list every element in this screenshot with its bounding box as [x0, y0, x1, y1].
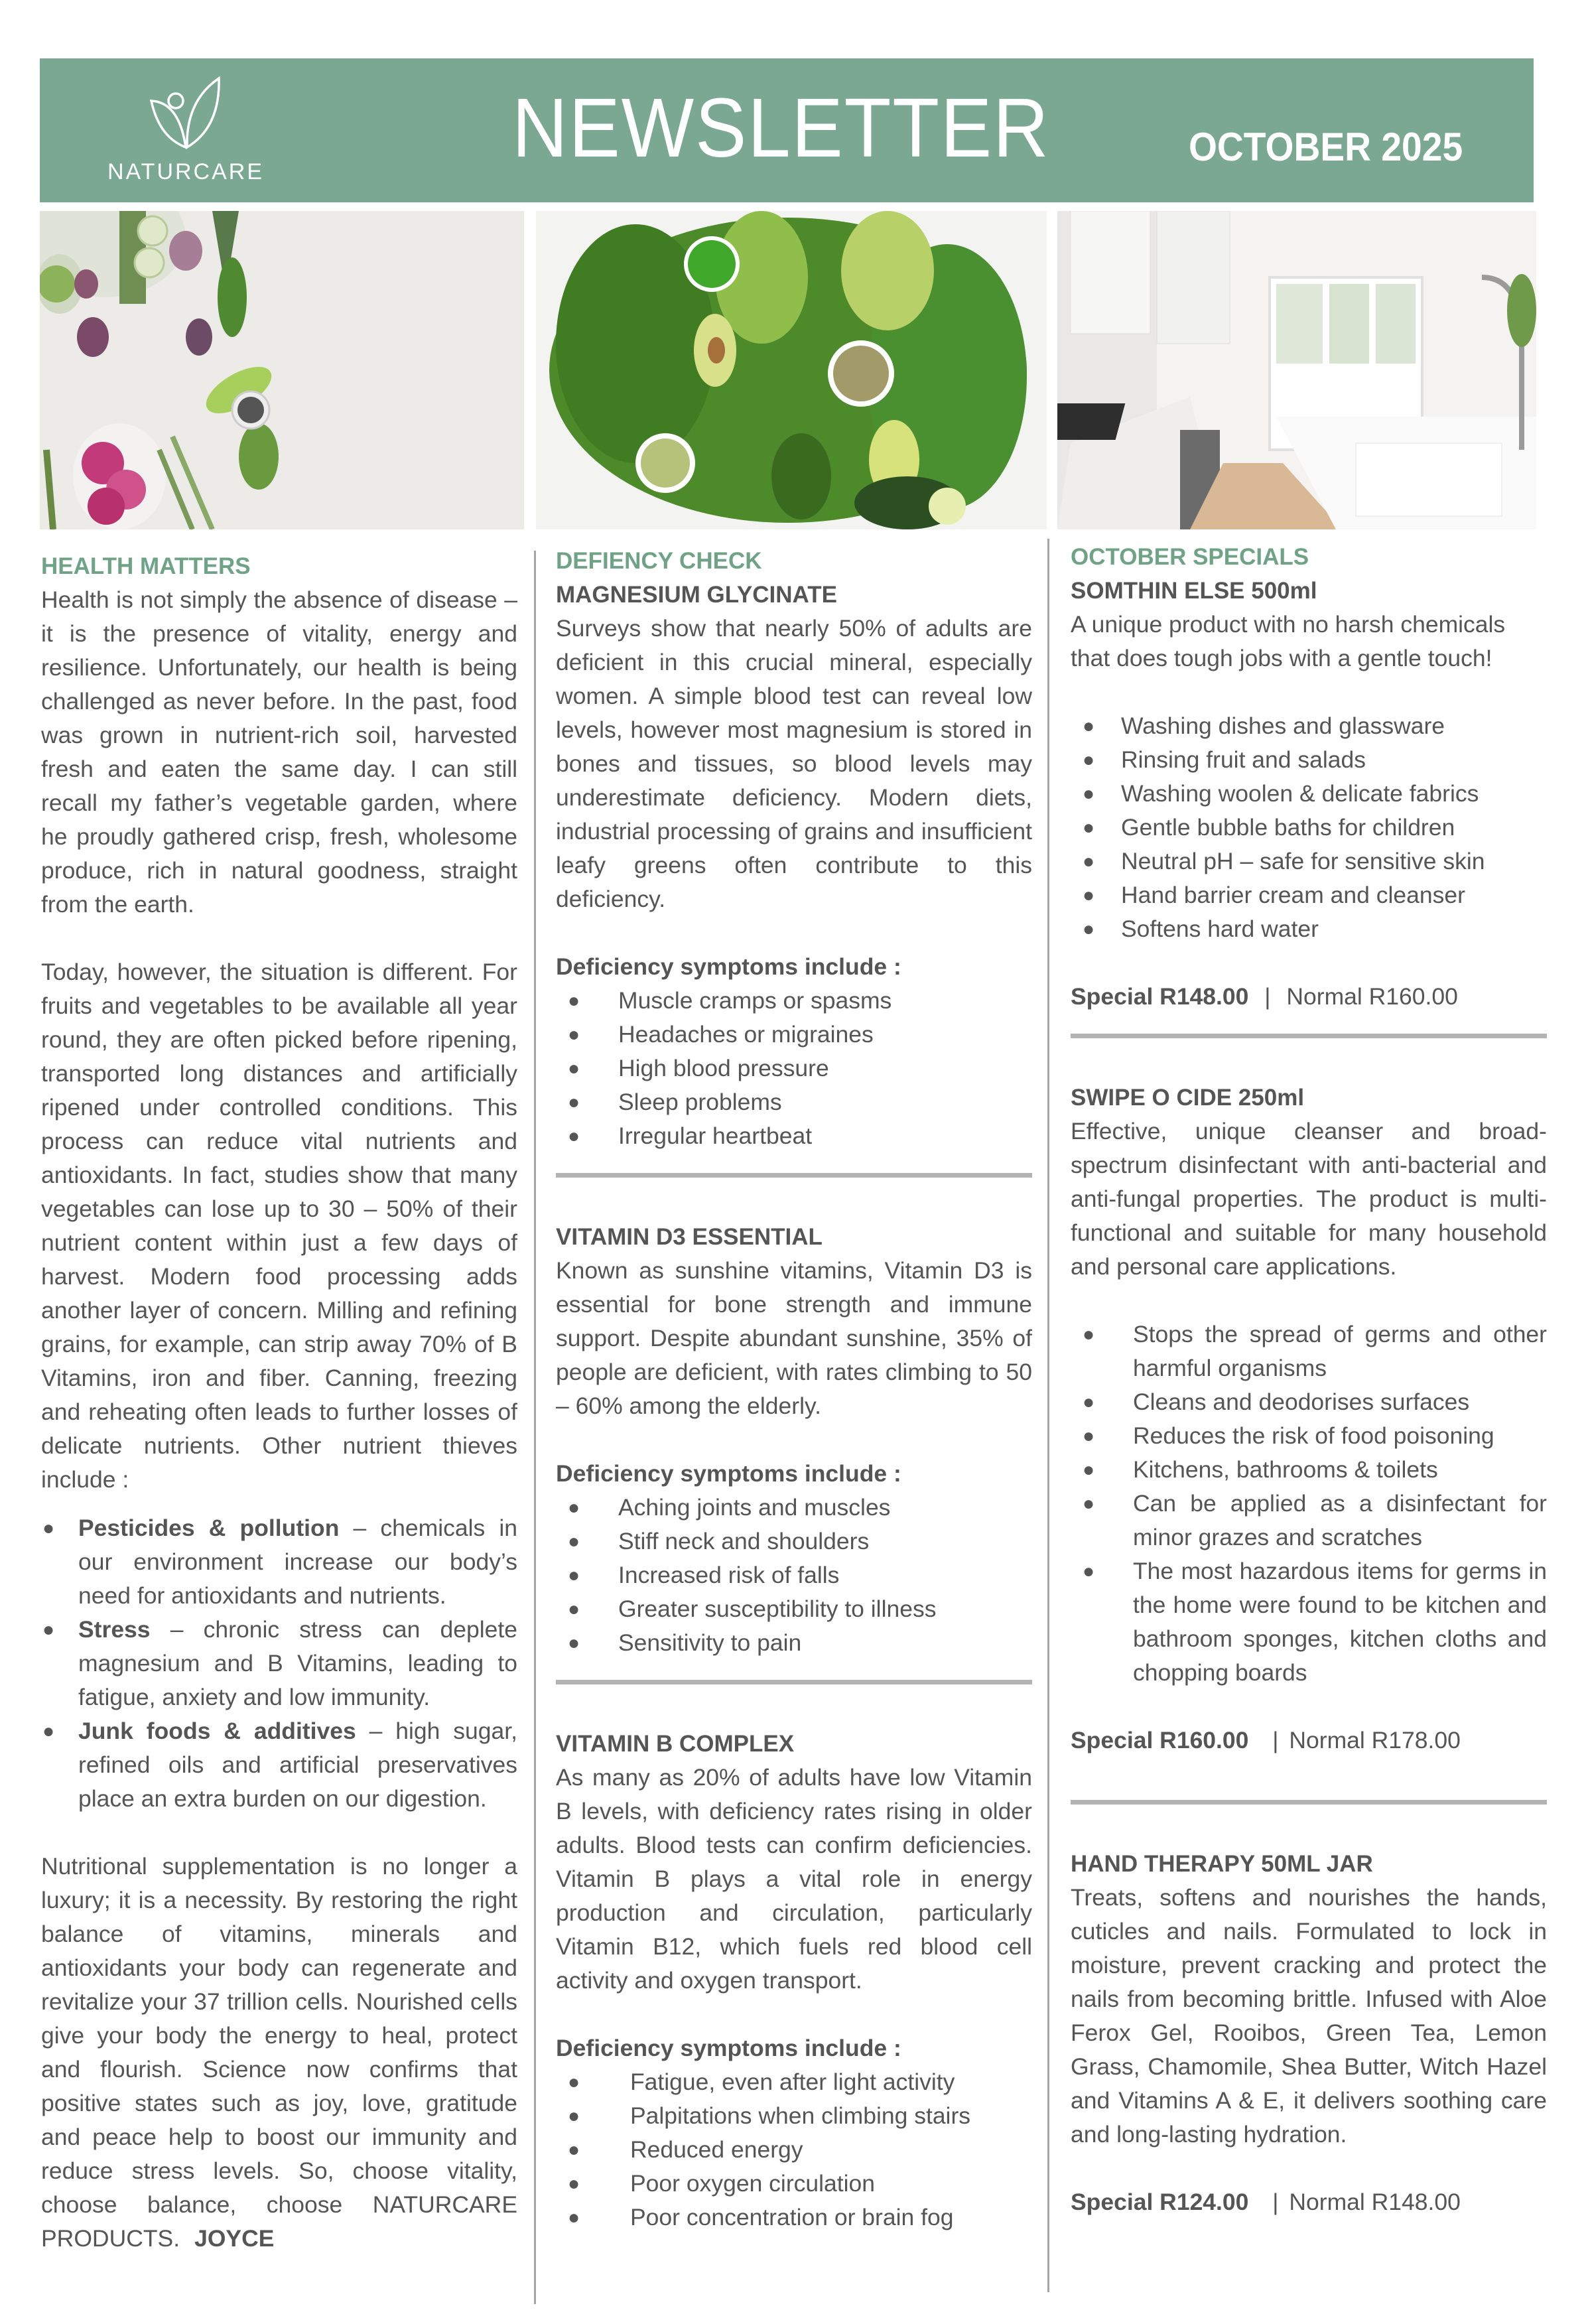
product-description: Treats, softens and nourishes the hands, cuticles and nails. Formulated to lock in moisture, prevent cracking and protect the nails from becoming brittle. Infused with Aloe Ferox Gel, Rooibos, Green Tea, Lemon Grass, Chamomile, Shea Butter, Witch Hazel and Vitamins A & E, it delivers soothing care and long-lasting hydration.	[1071, 1884, 1547, 2148]
author-signature: JOYCE	[194, 2225, 275, 2252]
section-heading-health-matters: HEALTH MATTERS	[41, 553, 251, 579]
bullet-icon: ●	[1083, 884, 1095, 906]
symptom-text: Greater susceptibility to illness	[618, 1596, 937, 1622]
bullet-icon: ●	[568, 990, 580, 1012]
list-item	[556, 1558, 1032, 1592]
section-divider	[556, 1173, 1032, 1178]
health-paragraph-1: Health is not simply the absence of disease – it is the presence of vitality, energy and resilience. Unfortunately, our health is being challenged as never before. In the past, food was grown in nutrient-rich soil, harvested fresh and eaten the same day. I can still recall my father’s vegetable garden, where he proudly gathered crisp, fresh, wholesome produce, rich in natural goodness, straight from the earth.	[41, 586, 517, 918]
health-matters-column	[41, 549, 517, 2256]
list-item	[41, 1511, 517, 1613]
list-item	[556, 2133, 1032, 2167]
section-divider	[556, 1680, 1032, 1684]
list-item	[1071, 1318, 1547, 1385]
bullet-icon: ●	[1083, 1425, 1095, 1447]
use-text: Kitchens, bathrooms & toilets	[1133, 1456, 1438, 1483]
list-item	[556, 984, 1032, 1018]
photo-vegetables-flatlay	[40, 211, 524, 529]
use-text: Gentle bubble baths for children	[1121, 814, 1455, 841]
thief-text: – chemicals in our environment increase our body’s need for antioxidants and nutrients.	[78, 1515, 518, 1609]
use-text: Washing dishes and glassware	[1121, 713, 1445, 739]
price-separator: |	[1264, 983, 1271, 1010]
supplement-title: VITAMIN D3 ESSENTIAL	[556, 1224, 823, 1250]
symptom-text: Increased risk of falls	[618, 1562, 840, 1588]
symptoms-label: Deficiency symptoms include :	[556, 953, 901, 980]
bullet-icon: ●	[42, 1517, 55, 1539]
list-item	[556, 1085, 1032, 1119]
bullet-icon: ●	[568, 1497, 580, 1519]
supplement-body: Surveys show that nearly 50% of adults are deficient in this crucial mineral, especially women. A simple blood test can reveal low levels, however most magnesium is stored in bones and tissues, so blood levels may underestimate deficiency. Modern diets, industrial processing of grains and insufficient leafy greens often contribute to this deficiency.	[556, 615, 1032, 912]
list-item	[556, 1018, 1032, 1052]
newsletter-title: NEWSLETTER	[512, 81, 1050, 174]
use-text: Can be applied as a disinfectant for minor grazes and scratches	[1133, 1490, 1547, 1550]
newsletter-header	[40, 58, 1534, 202]
supplement-body: Known as sunshine vitamins, Vitamin D3 is essential for bone strength and immune support. Despite abundant sunshine, 35% of people are deficient, with rates climbing to 50 – 60% among the elderly.	[556, 1257, 1032, 1419]
product-uses-list	[1071, 709, 1547, 946]
bullet-icon: ●	[568, 2139, 580, 2161]
use-text: Washing woolen & delicate fabrics	[1121, 780, 1479, 807]
bullet-icon: ●	[1083, 749, 1095, 771]
bullet-icon: ●	[568, 1125, 580, 1147]
price-separator: |	[1272, 2189, 1279, 2215]
brand-logo	[106, 74, 265, 194]
thief-term: Pesticides & pollution	[78, 1515, 340, 1541]
product-description: A unique product with no harsh chemicals that does tough jobs with a gentle touch!	[1071, 611, 1506, 671]
symptom-text: Sensitivity to pain	[618, 1629, 802, 1656]
symptoms-list	[556, 2065, 1032, 2234]
photo-white-kitchen	[1057, 211, 1536, 529]
column-divider-1	[534, 551, 536, 2304]
list-item	[41, 1714, 517, 1816]
issue-date: OCTOBER 2025	[1189, 125, 1463, 169]
supplement-title: VITAMIN B COMPLEX	[556, 1731, 795, 1757]
deficiency-check-column	[556, 544, 1032, 2234]
list-item	[1071, 878, 1547, 912]
list-item	[1071, 1385, 1547, 1419]
brand-name: NATURCARE	[107, 159, 265, 184]
symptom-text: Poor oxygen circulation	[630, 2170, 876, 2197]
symptom-text: Palpitations when climbing stairs	[630, 2102, 971, 2129]
bullet-icon: ●	[568, 2207, 580, 2228]
list-item	[1071, 811, 1547, 845]
price-line	[1071, 2185, 1547, 2219]
photo-green-vegetables	[536, 211, 1047, 529]
list-item	[556, 1491, 1032, 1525]
list-item	[556, 2065, 1032, 2099]
thief-text: – chronic stress can deplete magnesium and B Vitamins, leading to fatigue, anxiety and low immunity.	[78, 1616, 517, 1710]
use-text: Softens hard water	[1121, 916, 1319, 942]
symptom-text: High blood pressure	[618, 1055, 829, 1081]
bullet-icon: ●	[568, 1024, 580, 1046]
list-item	[556, 1626, 1032, 1660]
section-heading-deficiency-check: DEFIENCY CHECK	[556, 548, 762, 574]
normal-price: Normal R148.00	[1289, 2189, 1461, 2215]
list-item	[556, 1592, 1032, 1626]
symptom-text: Muscle cramps or spasms	[618, 987, 892, 1014]
health-paragraph-3	[41, 1850, 517, 2256]
list-item	[1071, 777, 1547, 811]
normal-price: Normal R160.00	[1286, 983, 1458, 1010]
price-line	[1071, 980, 1547, 1014]
normal-price: Normal R178.00	[1289, 1727, 1461, 1753]
column-divider-2	[1047, 539, 1049, 2292]
product-description: Effective, unique cleanser and broad-spectrum disinfectant with anti-bacterial and anti-fungal properties. The product is multi-functional and suitable for many household and personal care applications.	[1071, 1118, 1547, 1280]
symptoms-list	[556, 1491, 1032, 1660]
use-text: Hand barrier cream and cleanser	[1121, 882, 1465, 908]
bullet-icon: ●	[568, 1091, 580, 1113]
symptom-text: Reduced energy	[630, 2136, 803, 2163]
list-item	[556, 1525, 1032, 1558]
list-item	[556, 1052, 1032, 1085]
bullet-icon: ●	[568, 2071, 580, 2093]
supplement-title: MAGNESIUM GLYCINATE	[556, 582, 837, 608]
section-divider	[1071, 1034, 1547, 1038]
symptom-text: Irregular heartbeat	[618, 1123, 813, 1149]
symptom-text: Aching joints and muscles	[618, 1494, 891, 1521]
list-item	[1071, 1419, 1547, 1453]
symptoms-label: Deficiency symptoms include :	[556, 1460, 901, 1487]
list-item	[1071, 1453, 1547, 1487]
bullet-icon: ●	[1083, 783, 1095, 805]
list-item	[1071, 1487, 1547, 1554]
symptoms-label: Deficiency symptoms include :	[556, 2035, 901, 2061]
symptom-text: Sleep problems	[618, 1089, 782, 1115]
price-separator: |	[1272, 1727, 1279, 1753]
bullet-icon: ●	[568, 1564, 580, 1586]
closing-text: Nutritional supplementation is no longer a luxury; it is a necessity. By restoring the right balance of vitamins, minerals and antioxidants your body can regenerate and revitalize your 37 trillion cells. Nourished cells give your body the energy to heal, protect and flourish. Science now confirms that positive states such as joy, love, gratitude and peace help to boost our immunity and reduce stress levels. So, choose vitality, choose balance, choose NATURCARE PRODUCTS.	[41, 1853, 517, 2252]
bullet-icon: ●	[1083, 1560, 1095, 1582]
supplement-body: As many as 20% of adults have low Vitamin B levels, with deficiency rates rising in older adults. Blood tests can confirm deficiencies. Vitamin B plays a vital role in energy production and circulation, particularly Vitamin B12, which fuels red blood cell activity and oxygen transport.	[556, 1764, 1032, 1994]
bullet-icon: ●	[42, 1720, 55, 1742]
product-uses-list	[1071, 1318, 1547, 1690]
leaf-logo-icon	[146, 74, 226, 154]
bullet-icon: ●	[1083, 715, 1095, 737]
list-item	[1071, 845, 1547, 878]
health-paragraph-2: Today, however, the situation is different. For fruits and vegetables to be available all year round, they are often picked before ripening, transported long distances and artificially ripened under controlled conditions. This process can reduce vital nutrients and antioxidants. In fact, studies show that many vegetables can lose up to 30 – 50% of their nutrient content within just a few days of harvest. Modern food processing adds another layer of concern. Milling and refining grains, for example, can strip away 70% of B Vitamins, iron and fiber. Canning, freezing and reheating often leads to further losses of delicate nutrients. Other nutrient thieves include :	[41, 959, 517, 1493]
list-item	[556, 2201, 1032, 2234]
list-item	[556, 2099, 1032, 2133]
list-item	[1071, 743, 1547, 777]
bullet-icon: ●	[568, 1632, 580, 1654]
list-item	[41, 1613, 517, 1714]
list-item	[1071, 709, 1547, 743]
product-name: SWIPE O CIDE 250ml	[1071, 1085, 1305, 1111]
symptom-text: Fatigue, even after light activity	[630, 2069, 955, 2095]
use-text: Rinsing fruit and salads	[1121, 746, 1366, 773]
bullet-icon: ●	[568, 2173, 580, 2195]
october-specials-column	[1071, 540, 1547, 2219]
bullet-icon: ●	[1083, 1493, 1095, 1515]
thief-term: Junk foods & additives	[78, 1718, 356, 1744]
nutrient-thieves-list	[41, 1511, 517, 1816]
list-item	[556, 1119, 1032, 1153]
section-heading-october-specials: OCTOBER SPECIALS	[1071, 544, 1309, 570]
special-price: Special R160.00	[1071, 1727, 1249, 1753]
symptom-text: Stiff neck and shoulders	[618, 1528, 870, 1554]
product-name: SOMTHIN ELSE 500ml	[1071, 578, 1317, 604]
thief-text: – high sugar, refined oils and artificial preservatives place an extra burden on our digestion.	[78, 1718, 517, 1812]
use-text: Cleans and deodorises surfaces	[1133, 1389, 1470, 1415]
use-text: Reduces the risk of food poisoning	[1133, 1422, 1494, 1449]
section-divider	[1071, 1800, 1547, 1805]
use-text: Neutral pH – safe for sensitive skin	[1121, 848, 1485, 874]
symptoms-list	[556, 984, 1032, 1153]
bullet-icon: ●	[568, 1058, 580, 1079]
symptom-text: Poor concentration or brain fog	[630, 2204, 954, 2230]
list-item	[1071, 912, 1547, 946]
use-text: The most hazardous items for germs in the home were found to be kitchen and bathroom sponges, kitchen cloths and chopping boards	[1133, 1558, 1547, 1686]
bullet-icon: ●	[1083, 1324, 1095, 1345]
list-item	[556, 2167, 1032, 2201]
bullet-icon: ●	[568, 1531, 580, 1552]
bullet-icon: ●	[1083, 918, 1095, 940]
bullet-icon: ●	[1083, 817, 1095, 839]
bullet-icon: ●	[1083, 1391, 1095, 1413]
bullet-icon: ●	[42, 1619, 55, 1641]
bullet-icon: ●	[1083, 1459, 1095, 1481]
bullet-icon: ●	[568, 2105, 580, 2127]
bullet-icon: ●	[1083, 851, 1095, 872]
special-price: Special R124.00	[1071, 2189, 1249, 2215]
product-name: HAND THERAPY 50ML JAR	[1071, 1851, 1373, 1877]
bullet-icon: ●	[568, 1598, 580, 1620]
thief-term: Stress	[78, 1616, 151, 1643]
special-price: Special R148.00	[1071, 983, 1249, 1010]
price-line	[1071, 1724, 1547, 1757]
symptom-text: Headaches or migraines	[618, 1021, 874, 1048]
list-item	[1071, 1554, 1547, 1690]
use-text: Stops the spread of germs and other harmful organisms	[1133, 1321, 1547, 1381]
